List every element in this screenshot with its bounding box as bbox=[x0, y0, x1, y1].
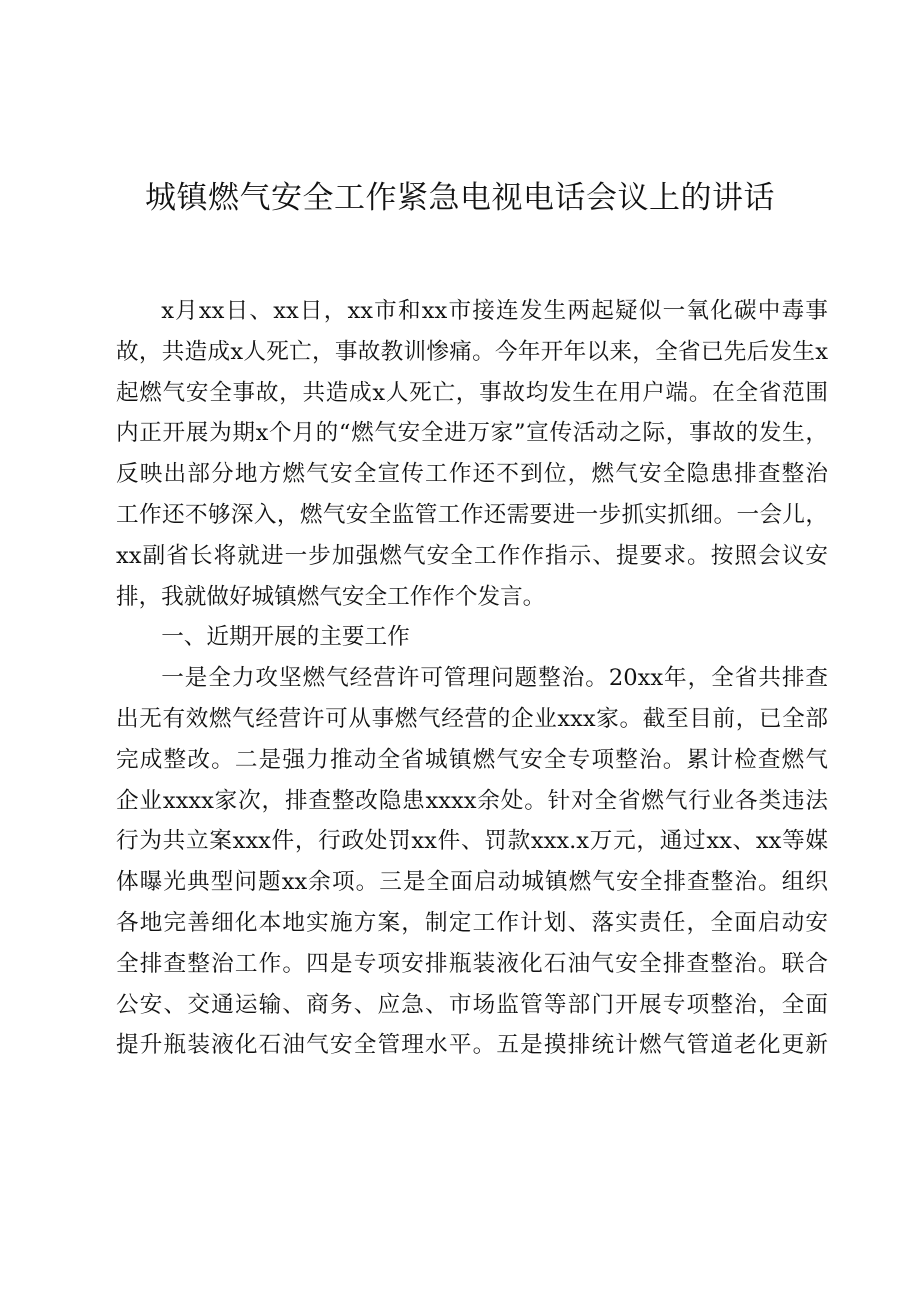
text-line: 排，我就做好城镇燃气安全工作作个发言。 bbox=[116, 583, 546, 610]
text-line: x月xx日、xx日，xx市和xx市接连发生两起疑似一氧化碳中毒事 bbox=[161, 298, 828, 324]
text-line: 反映出部分地方燃气安全宣传工作还不到位，燃气安全隐患排查整治 bbox=[116, 461, 828, 488]
text-line: 各地完善细化本地实施方案，制定工作计划、落实责任，全面启动安 bbox=[116, 909, 828, 936]
text-line: 起燃气安全事故，共造成x人死亡，事故均发生在用户端。在全省范围 bbox=[116, 379, 828, 406]
text-line: 企业xxxx家次，排查整改隐患xxxx余处。针对全省燃气行业各类违法 bbox=[116, 787, 828, 814]
text-line: 体曝光典型问题xx余项。三是全面启动城镇燃气安全排查整治。组织 bbox=[116, 869, 828, 896]
text-line: 提升瓶装液化石油气安全管理水平。五是摸排统计燃气管道老化更新 bbox=[116, 1032, 828, 1059]
text-line: 全排查整治工作。四是专项安排瓶装液化石油气安全排查整治。联合 bbox=[116, 950, 828, 977]
text-line: 公安、交通运输、商务、应急、市场监管等部门开展专项整治，全面 bbox=[116, 991, 828, 1018]
text-line: 完成整改。二是强力推动全省城镇燃气安全专项整治。累计检查燃气 bbox=[116, 746, 828, 773]
text-line: 一是全力攻坚燃气经营许可管理问题整治。20xx年，全省共排查 bbox=[161, 665, 828, 692]
text-line: 行为共立案xxx件，行政处罚xx件、罚款xxx.x万元，通过xx、xx等媒 bbox=[116, 828, 828, 855]
document-body bbox=[116, 291, 828, 1066]
document-title: 城镇燃气安全工作紧急电视电话会议上的讲话 bbox=[145, 180, 775, 216]
text-line: 工作还不够深入，燃气安全监管工作还需要进一步抓实抓细。一会儿， bbox=[116, 501, 828, 528]
text-line: 故，共造成x人死亡，事故教训惨痛。今年开年以来，全省已先后发生x bbox=[116, 338, 828, 365]
text-line: xx副省长将就进一步加强燃气安全工作作指示、提要求。按照会议安 bbox=[116, 542, 828, 569]
text-line: 内正开展为期x个月的“燃气安全进万家”宣传活动之际，事故的发生， bbox=[116, 420, 828, 447]
text-line: 出无有效燃气经营许可从事燃气经营的企业xxx家。截至目前，已全部 bbox=[116, 705, 828, 732]
paragraph-intro bbox=[116, 291, 828, 617]
section-heading: 一、近期开展的主要工作 bbox=[161, 624, 410, 651]
paragraph-main-work bbox=[116, 658, 828, 1066]
